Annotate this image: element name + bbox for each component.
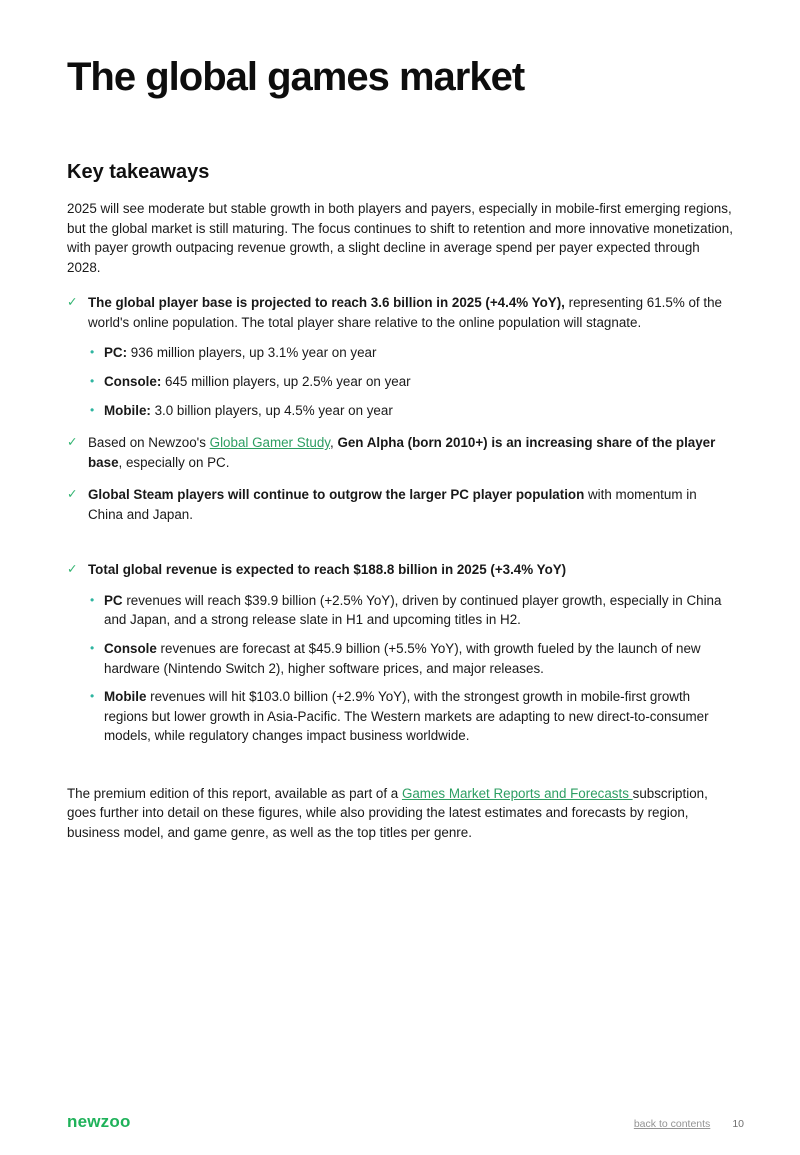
back-to-contents-link[interactable]: back to contents bbox=[633, 1118, 711, 1130]
pc-revenue-text bbox=[104, 591, 733, 630]
list-item-console-players bbox=[88, 372, 733, 392]
takeaway-steam-bold: Global Steam players will continue to outgrow the larger PC player population bbox=[88, 487, 585, 503]
mobile-revenue-label: Mobile bbox=[104, 689, 147, 705]
gen-alpha-pre: Based on Newzoo's bbox=[88, 435, 210, 451]
page-number: 10 bbox=[732, 1118, 744, 1130]
console-players-label: Console: bbox=[104, 373, 166, 389]
list-item-mobile-players bbox=[88, 401, 733, 421]
player-platform-list bbox=[67, 343, 733, 420]
intro-paragraph: 2025 will see moderate but stable growth in both players and payers, especially in mobile-first emerging regions, but the global market is still maturing. The focus continues to shift to retention and more innovative monetization, with payer growth outpacing revenue growth, a slight decline in average spend per payer expected through 2028. bbox=[67, 201, 733, 275]
pc-revenue-label: PC bbox=[104, 592, 123, 608]
pc-players-value: 936 million players, up 3.1% year on year bbox=[130, 345, 377, 361]
gen-alpha-post: , especially on PC. bbox=[118, 454, 230, 470]
mobile-revenue-text bbox=[104, 687, 733, 746]
takeaway-player-base-rest: representing 61.5% of the world's online population. The total player share relative to the online population will stagnate. bbox=[88, 295, 722, 330]
takeaway-player-base bbox=[67, 293, 733, 332]
console-players-text bbox=[104, 372, 733, 392]
takeaway-player-base-text bbox=[88, 293, 733, 332]
global-gamer-study-link[interactable]: Global Gamer Study bbox=[209, 435, 330, 451]
closing-pre: The premium edition of this report, available as part of a bbox=[67, 785, 402, 801]
takeaway-revenue-text bbox=[88, 560, 733, 580]
games-market-reports-link[interactable]: Games Market Reports and Forecasts bbox=[401, 785, 633, 801]
check-icon: ✓ bbox=[67, 562, 78, 577]
mobile-players-text bbox=[104, 401, 733, 421]
mobile-revenue-value: revenues will hit $103.0 billion (+2.9% YoY), with the strongest growth in mobile-first growth regions but lower growth in Asia-Pacific. The Western markets are adapting to new direct-to-consumer models, while regulatory changes impact business worldwide. bbox=[104, 689, 709, 744]
bullet-dot-icon: • bbox=[90, 689, 95, 704]
takeaway-player-base-bold: The global player base is projected to reach 3.6 billion in 2025 (+4.4% YoY), bbox=[88, 295, 569, 311]
check-icon: ✓ bbox=[67, 435, 78, 450]
mobile-players-value: 3.0 billion players, up 4.5% year on year bbox=[154, 402, 393, 418]
list-item-console-revenue bbox=[88, 639, 733, 678]
pc-revenue-value: revenues will reach $39.9 billion (+2.5% YoY), driven by continued player growth, especially in China and Japan, and a strong release slate in H1 and upcoming titles in H2. bbox=[104, 592, 722, 628]
check-icon: ✓ bbox=[67, 295, 78, 310]
gen-alpha-bold: Gen Alpha (born 2010+) is an increasing share of the player base bbox=[88, 435, 716, 470]
bullet-dot-icon: • bbox=[90, 592, 95, 607]
section-heading: Key takeaways bbox=[67, 161, 210, 183]
page-title: The global games market bbox=[67, 55, 525, 99]
bullet-dot-icon: • bbox=[90, 402, 95, 417]
footer-right bbox=[634, 1118, 744, 1130]
closing-paragraph bbox=[67, 784, 733, 843]
takeaway-steam-rest: with momentum in China and Japan. bbox=[88, 487, 697, 522]
newzoo-logo: newzoo bbox=[67, 1112, 131, 1131]
list-item-mobile-revenue bbox=[88, 687, 733, 746]
gen-alpha-mid: , bbox=[329, 435, 338, 451]
takeaway-revenue-bold: Total global revenue is expected to reach $188.8 billion in 2025 (+3.4% YoY) bbox=[88, 562, 567, 578]
revenue-platform-list bbox=[67, 591, 733, 746]
bullet-dot-icon: • bbox=[90, 373, 95, 388]
mobile-players-label: Mobile: bbox=[104, 402, 155, 418]
closing-post: subscription, goes further into detail on these figures, while also providing the latest estimates and forecasts by region, business model, and game genre, as well as the top titles per genre. bbox=[67, 785, 708, 840]
takeaway-gen-alpha-text bbox=[88, 433, 733, 472]
console-revenue-text bbox=[104, 639, 733, 678]
check-icon: ✓ bbox=[67, 487, 78, 502]
takeaway-steam-text bbox=[88, 485, 733, 524]
takeaway-gen-alpha bbox=[67, 433, 733, 472]
page-footer bbox=[67, 1112, 744, 1132]
bullet-dot-icon: • bbox=[90, 641, 95, 655]
console-revenue-label: Console bbox=[104, 641, 157, 656]
list-item-pc-players bbox=[88, 343, 733, 363]
takeaway-steam bbox=[67, 485, 733, 524]
pc-players-text bbox=[104, 343, 733, 363]
pc-players-label: PC: bbox=[104, 345, 131, 361]
takeaway-revenue bbox=[67, 560, 733, 580]
list-item-pc-revenue bbox=[88, 591, 733, 630]
console-players-value: 645 million players, up 2.5% year on year bbox=[165, 373, 411, 389]
console-revenue-value: revenues are forecast at $45.9 billion (+5.5% YoY), with growth fueled by the launch of new hardware (Nintendo Switch 2), higher software prices, and major releases. bbox=[104, 641, 701, 676]
bullet-dot-icon: • bbox=[90, 345, 95, 360]
